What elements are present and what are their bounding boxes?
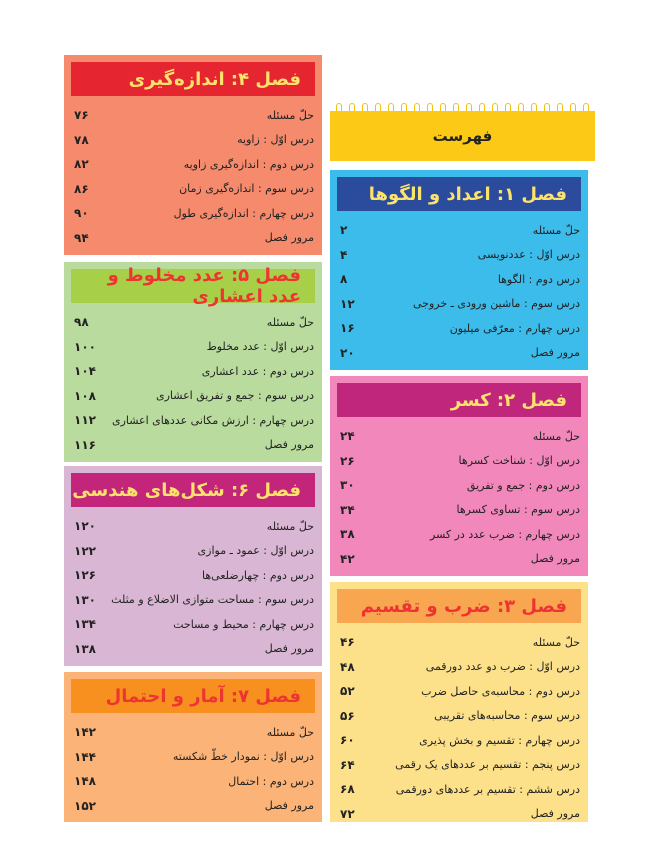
lesson-title: درس دوم : محاسبه‌ی حاصل ضرب — [421, 684, 580, 698]
chapter-4-card — [64, 55, 322, 255]
chapter-5-title: فصل ۵: عدد مخلوط و عدد اعشاری — [71, 269, 315, 303]
lesson-title: درس اوّل : عمود ـ موازی — [197, 544, 314, 558]
page-number: ۷۸ — [74, 132, 89, 147]
lesson-row — [64, 745, 322, 770]
lesson-row — [330, 292, 588, 317]
chapter-7-card — [64, 672, 322, 822]
lesson-title: حلّ مسئله — [532, 223, 580, 237]
page-number: ۱۴۴ — [74, 749, 96, 764]
chapter-2-title: فصل ۲: کسر — [337, 383, 581, 417]
page-number: ۱۴۸ — [74, 774, 96, 789]
lesson-row — [330, 728, 588, 753]
lesson-row — [330, 630, 588, 655]
page-number: ۶۰ — [340, 733, 355, 748]
lesson-title: درس چهارم : محیط و مساحت — [173, 617, 314, 631]
chapter-1-title: فصل ۱: اعداد و الگوها — [337, 177, 581, 211]
lesson-title: مرور فصل — [530, 346, 580, 360]
page-number: ۲۴ — [340, 429, 355, 444]
lesson-row — [330, 341, 588, 366]
page-number: ۸۲ — [74, 157, 89, 172]
lesson-title: درس چهارم : اندازه‌گیری طول — [173, 206, 314, 220]
chapter-3-lessons — [330, 630, 588, 822]
page-number: ۲ — [340, 223, 348, 238]
lesson-row — [64, 384, 322, 409]
page-number: ۱۱۲ — [74, 413, 96, 428]
lesson-row — [64, 359, 322, 384]
lesson-row — [64, 563, 322, 588]
chapter-4-lessons — [64, 103, 322, 250]
lesson-row — [64, 637, 322, 662]
lesson-title: مرور فصل — [264, 231, 314, 245]
lesson-row — [330, 547, 588, 572]
chapter-2-lessons — [330, 424, 588, 571]
lesson-row — [330, 449, 588, 474]
lesson-row — [330, 753, 588, 778]
lesson-row — [64, 335, 322, 360]
lesson-row — [330, 316, 588, 341]
lesson-title: مرور فصل — [530, 807, 580, 821]
lesson-title: حلّ مسئله — [266, 519, 314, 533]
lesson-title: مرور فصل — [264, 642, 314, 656]
lesson-title: حلّ مسئله — [532, 635, 580, 649]
lesson-row — [330, 802, 588, 823]
toc-notepad — [330, 103, 595, 161]
chapter-2-card — [330, 376, 588, 576]
page-number: ۱۰۰ — [74, 339, 96, 354]
lesson-title: درس اوّل : شناخت کسرها — [458, 454, 580, 468]
page-number: ۶۴ — [340, 757, 355, 772]
lesson-row — [64, 201, 322, 226]
lesson-title: درس دوم : عدد اعشاری — [201, 364, 314, 378]
page-number: ۹۸ — [74, 315, 89, 330]
lesson-row — [64, 720, 322, 745]
page-number: ۵۲ — [340, 684, 355, 699]
lesson-row — [330, 473, 588, 498]
lesson-row — [64, 177, 322, 202]
lesson-row — [64, 152, 322, 177]
lesson-row — [330, 243, 588, 268]
chapter-6-card — [64, 466, 322, 666]
lesson-row — [64, 310, 322, 335]
page-number: ۱۳۰ — [74, 592, 96, 607]
page-number: ۲۰ — [340, 345, 355, 360]
lesson-title: درس سوم : ماشین ورودی ـ خروجی — [412, 297, 580, 311]
lesson-title: حلّ مسئله — [532, 429, 580, 443]
lesson-title: درس سوم : مساحت متوازی الاضلاع و مثلث — [111, 593, 314, 607]
lesson-title: مرور فصل — [264, 438, 314, 452]
lesson-row — [330, 704, 588, 729]
lesson-row — [64, 514, 322, 539]
lesson-title: درس اوّل : زاویه — [237, 133, 314, 147]
lesson-title: درس دوم : جمع و تفریق — [466, 478, 580, 492]
lesson-title: درس چهارم : ضرب عدد در کسر — [430, 527, 580, 541]
lesson-title: درس اوّل : نمودار خطّ شکسته — [172, 750, 314, 764]
page-number: ۱۰۸ — [74, 388, 96, 403]
chapter-6-lessons — [64, 514, 322, 661]
page-number: ۷۶ — [74, 108, 89, 123]
lesson-title: درس دوم : الگوها — [497, 272, 580, 286]
page-number: ۳۴ — [340, 502, 355, 517]
lesson-title: درس سوم : محاسبه‌های تقریبی — [434, 709, 580, 723]
lesson-title: درس اوّل : عدد مخلوط — [206, 340, 314, 354]
lesson-title: درس دوم : احتمال — [228, 774, 314, 788]
lesson-title: درس پنجم : تقسیم بر عددهای یک رقمی — [395, 758, 580, 772]
chapter-5-lessons — [64, 310, 322, 457]
lesson-row — [64, 612, 322, 637]
lesson-row — [64, 408, 322, 433]
lesson-row — [64, 226, 322, 251]
page-number: ۱۵۲ — [74, 798, 96, 813]
lesson-title: درس چهارم : معرّفی میلیون — [449, 321, 580, 335]
lesson-title: درس ششم : تقسیم بر عددهای دورقمی — [395, 782, 580, 796]
lesson-title: درس دوم : اندازه‌گیری زاویه — [183, 157, 314, 171]
page-number: ۴۶ — [340, 635, 355, 650]
page-number: ۱۲۶ — [74, 568, 96, 583]
page-number: ۱۳۴ — [74, 617, 96, 632]
page-number: ۶۸ — [340, 782, 355, 797]
page-number: ۱۴۲ — [74, 725, 96, 740]
lesson-row — [64, 539, 322, 564]
chapter-3-title: فصل ۳: ضرب و تقسیم — [337, 589, 581, 623]
lesson-row — [64, 103, 322, 128]
lesson-row — [330, 424, 588, 449]
lesson-row — [64, 128, 322, 153]
lesson-title: درس سوم : جمع و تفریق اعشاری — [156, 389, 314, 403]
lesson-title: حلّ مسئله — [266, 315, 314, 329]
lesson-row — [330, 655, 588, 680]
page-number: ۱۲۰ — [74, 519, 96, 534]
chapter-1-card — [330, 170, 588, 370]
chapter-7-title: فصل ۷: آمار و احتمال — [71, 679, 315, 713]
lesson-row — [330, 267, 588, 292]
lesson-title: درس سوم : اندازه‌گیری زمان — [179, 182, 314, 196]
page-number: ۱۲ — [340, 296, 355, 311]
page-number: ۴۲ — [340, 551, 355, 566]
page-number: ۵۶ — [340, 708, 355, 723]
chapter-4-title: فصل ۴: اندازه‌گیری — [71, 62, 315, 96]
page-number: ۱۱۶ — [74, 437, 96, 452]
page-number: ۱۳۸ — [74, 641, 96, 656]
page-number: ۳۰ — [340, 478, 355, 493]
lesson-row — [64, 433, 322, 458]
lesson-title: درس چهارم : تقسیم و بخش پذیری — [419, 733, 580, 747]
page-number: ۸ — [340, 272, 348, 287]
page-number: ۷۲ — [340, 806, 355, 821]
lesson-row — [330, 522, 588, 547]
lesson-title: حلّ مسئله — [266, 108, 314, 122]
lesson-row — [330, 679, 588, 704]
page-number: ۴۸ — [340, 659, 355, 674]
lesson-row — [330, 218, 588, 243]
lesson-title: مرور فصل — [530, 552, 580, 566]
toc-title: فهرست — [330, 111, 595, 161]
lesson-title: درس اوّل : عددنویسی — [477, 248, 580, 262]
lesson-title: مرور فصل — [264, 799, 314, 813]
lesson-title: درس چهارم : ارزش مکانی عددهای اعشاری — [111, 413, 314, 427]
chapter-7-lessons — [64, 720, 322, 818]
lesson-row — [64, 769, 322, 794]
chapter-5-card — [64, 262, 322, 462]
lesson-row — [64, 588, 322, 613]
page-number: ۴ — [340, 247, 348, 262]
lesson-row — [330, 498, 588, 523]
page-number: ۳۸ — [340, 527, 355, 542]
page-number: ۹۰ — [74, 206, 89, 221]
lesson-row — [330, 777, 588, 802]
page-number: ۱۰۴ — [74, 364, 96, 379]
page-number: ۲۶ — [340, 453, 355, 468]
lesson-title: درس اوّل : ضرب دو عدد دورقمی — [425, 660, 580, 674]
lesson-title: درس دوم : چهارضلعی‌ها — [202, 568, 314, 582]
page-number: ۱۶ — [340, 321, 355, 336]
page-number: ۱۲۲ — [74, 543, 96, 558]
lesson-title: درس سوم : تساوی کسرها — [456, 503, 580, 517]
chapter-1-lessons — [330, 218, 588, 365]
lesson-row — [64, 794, 322, 819]
chapter-6-title: فصل ۶: شکل‌های هندسی — [71, 473, 315, 507]
page-number: ۸۶ — [74, 181, 89, 196]
chapter-3-card — [330, 582, 588, 822]
page-number: ۹۴ — [74, 230, 89, 245]
lesson-title: حلّ مسئله — [266, 725, 314, 739]
